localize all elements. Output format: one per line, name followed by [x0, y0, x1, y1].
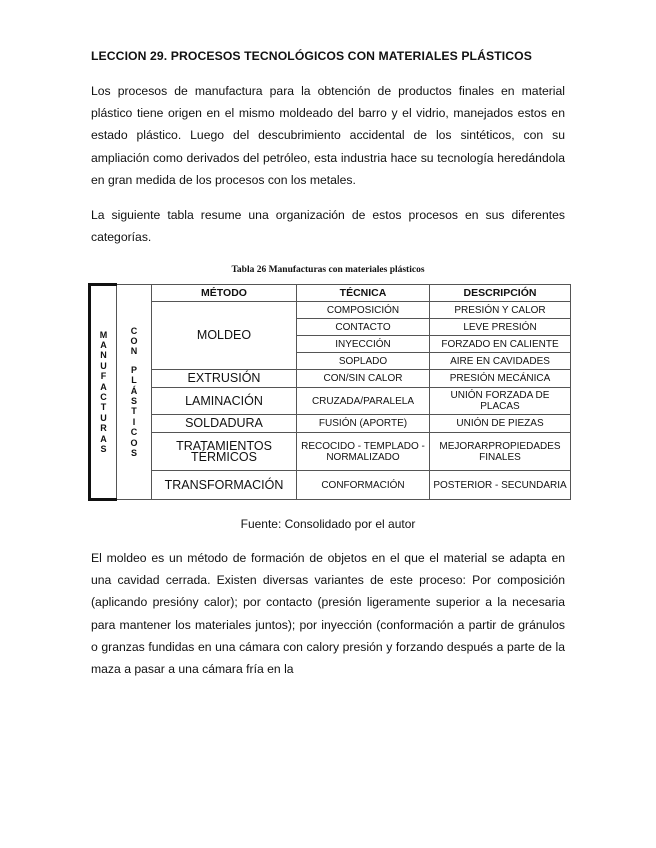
- header-method: MÉTODO: [152, 285, 297, 302]
- description-cell: FORZADO EN CALIENTE: [430, 336, 571, 353]
- table-caption: Tabla 26 Manufacturas con materiales plásticos: [231, 265, 425, 275]
- technique-cell: CRUZADA/PARALELA: [297, 388, 430, 415]
- technique-cell: RECOCIDO - TEMPLADO - NORMALIZADO: [297, 433, 430, 471]
- moldeo-paragraph: El moldeo es un método de formación de objetos en el que el material se adapta en una cavidad cerrada. Existen diversas variantes de este proceso: Por composición (aplicando presióny calor); por contacto (presión ligeramente superior a la necesaria para mantener los materiales juntos); por inyección (conformación a partir de gránulos o granzas fundidas en una cámara con calory presión y forzando después a parte de la maza a pasar a una cámara fría en la: [91, 551, 565, 677]
- description-cell: LEVE PRESIÓN: [430, 319, 571, 336]
- method-cell: MOLDEO: [152, 302, 297, 370]
- description-cell: PRESIÓN MECÁNICA: [430, 370, 571, 388]
- technique-cell: CON/SIN CALOR: [297, 370, 430, 388]
- method-cell: TRANSFORMACIÓN: [152, 471, 297, 500]
- description-cell: PRESIÓN Y CALOR: [430, 302, 571, 319]
- header-description: DESCRIPCIÓN: [430, 285, 571, 302]
- description-cell: POSTERIOR - SECUNDARIA: [430, 471, 571, 500]
- description-cell: UNIÓN DE PIEZAS: [430, 415, 571, 433]
- vertical-label-manufacturas: M A N U F A C T U R A S: [90, 285, 117, 500]
- intro-paragraph: Los procesos de manufactura para la obtención de productos finales en material plástico tiene origen en el mismo moldeado del barro y el vidrio, manejados estos en estado plástico. Luego del descubrimiento accidental de los sintéticos, con su ampliación como derivados del petróleo, esta industria hace su tecnología heredándola en gran medida de los procesos con los metales.: [91, 84, 565, 187]
- description-cell: MEJORARPROPIEDADES FINALES: [430, 433, 571, 471]
- technique-cell: CONTACTO: [297, 319, 430, 336]
- table-source: Fuente: Consolidado por el autor: [240, 517, 416, 531]
- method-cell: TRATAMIENTOS TÉRMICOS: [152, 433, 297, 471]
- technique-cell: COMPOSICIÓN: [297, 302, 430, 319]
- method-cell: EXTRUSIÓN: [152, 370, 297, 388]
- description-cell: UNIÓN FORZADA DE PLACAS: [430, 388, 571, 415]
- table-intro-paragraph: La siguiente tabla resume una organización de estos procesos en sus diferentes categorías.: [91, 208, 565, 245]
- method-cell: LAMINACIÓN: [152, 388, 297, 415]
- technique-cell: CONFORMACIÓN: [297, 471, 430, 500]
- lesson-title: LECCION 29. PROCESOS TECNOLÓGICOS CON MATERIALES PLÁSTICOS: [91, 49, 532, 63]
- header-technique: TÉCNICA: [297, 285, 430, 302]
- technique-cell: FUSIÓN (APORTE): [297, 415, 430, 433]
- vertical-label-con-plasticos: C O N P L Á S T I C O S: [117, 285, 152, 500]
- technique-cell: SOPLADO: [297, 353, 430, 370]
- technique-cell: INYECCIÓN: [297, 336, 430, 353]
- manufacturing-table: [88, 283, 571, 501]
- method-cell: SOLDADURA: [152, 415, 297, 433]
- description-cell: AIRE EN CAVIDADES: [430, 353, 571, 370]
